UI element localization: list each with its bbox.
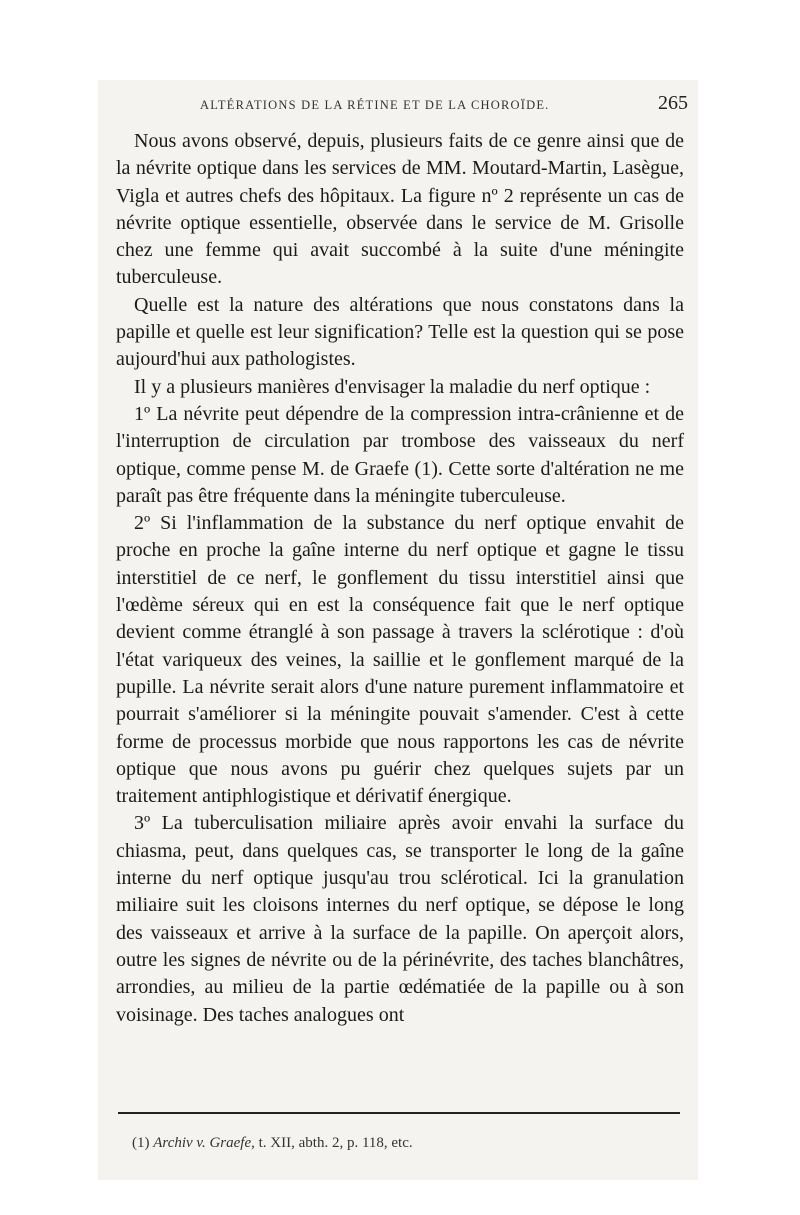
paragraph: 2º Si l'inflammation de la substance du nerf optique envahit de proche en proche la gaîne interne du nerf optique et gagne le tissu interstitiel de ce nerf, le gonflement du tissu interstitiel ainsi que l'œdème séreux qui en est la conséquence fait que le nerf optique devient comme étranglé à son passage à travers la sclérotique : d'où l'état variqueux des veines, la saillie et le gonflement marqué de la pupille. La névrite serait alors d'une nature purement inflammatoire et pourrait s'améliorer si la méningite pouvait s'amender. C'est à cette forme de processus morbide que nous rapportons les cas de névrite optique que nous avons pu guérir chez quelques sujets par un traitement antiphlogistique et dérivatif énergique.	[116, 512, 684, 808]
footnote-source: Archiv v. Graefe,	[153, 1135, 255, 1151]
footnote-rule	[118, 1112, 680, 1114]
footnote-details: t. XII, abth. 2, p. 118, etc.	[258, 1135, 413, 1151]
paragraph: Nous avons observé, depuis, plusieurs faits de ce genre ainsi que de la névrite optique dans les services de MM. Moutard-Martin, Lasègue, Vigla et autres chefs des hôpitaux. La figure nº 2 représente un cas de névrite optique essentielle, observée dans le service de M. Grisolle chez une femme qui avait succombé à la suite d'une méningite tuberculeuse.	[116, 130, 684, 289]
paragraph: Quelle est la nature des altérations que nous constatons dans la papille et quelle est leur signification? Telle est la question qui se pose aujourd'hui aux pathologistes.	[116, 293, 684, 371]
footnote	[132, 1135, 672, 1152]
body-text	[116, 128, 684, 1029]
footnote-marker: (1)	[132, 1135, 150, 1151]
paragraph: Il y a plusieurs manières d'envisager la maladie du nerf optique :	[134, 375, 651, 398]
running-title: ALTÉRATIONS DE LA RÉTINE ET DE LA CHOROÏDE.	[200, 98, 550, 112]
paragraph: 1º La névrite peut dépendre de la compression intra-crânienne et de l'interruption de circulation par trombose des vaisseaux du nerf optique, comme pense M. de Graefe (1). Cette sorte d'altération ne me paraît pas être fréquente dans la méningite tuberculeuse.	[116, 402, 684, 507]
paragraph: 3º La tuberculisation miliaire après avoir envahi la surface du chiasma, peut, dans quelques cas, se transporter le long de la gaîne interne du nerf optique jusqu'au trou sclérotical. Ici la granulation miliaire suit les cloisons internes du nerf optique, se dépose le long des vaisseaux et arrive à la surface de la papille. On aperçoit alors, outre les signes de névrite ou de la périnévrite, des taches blanchâtres, arrondies, au milieu de la partie œdématiée de la papille ou à son voisinage. Des taches analogues ont	[116, 812, 684, 1026]
page-number: 265	[658, 92, 688, 114]
